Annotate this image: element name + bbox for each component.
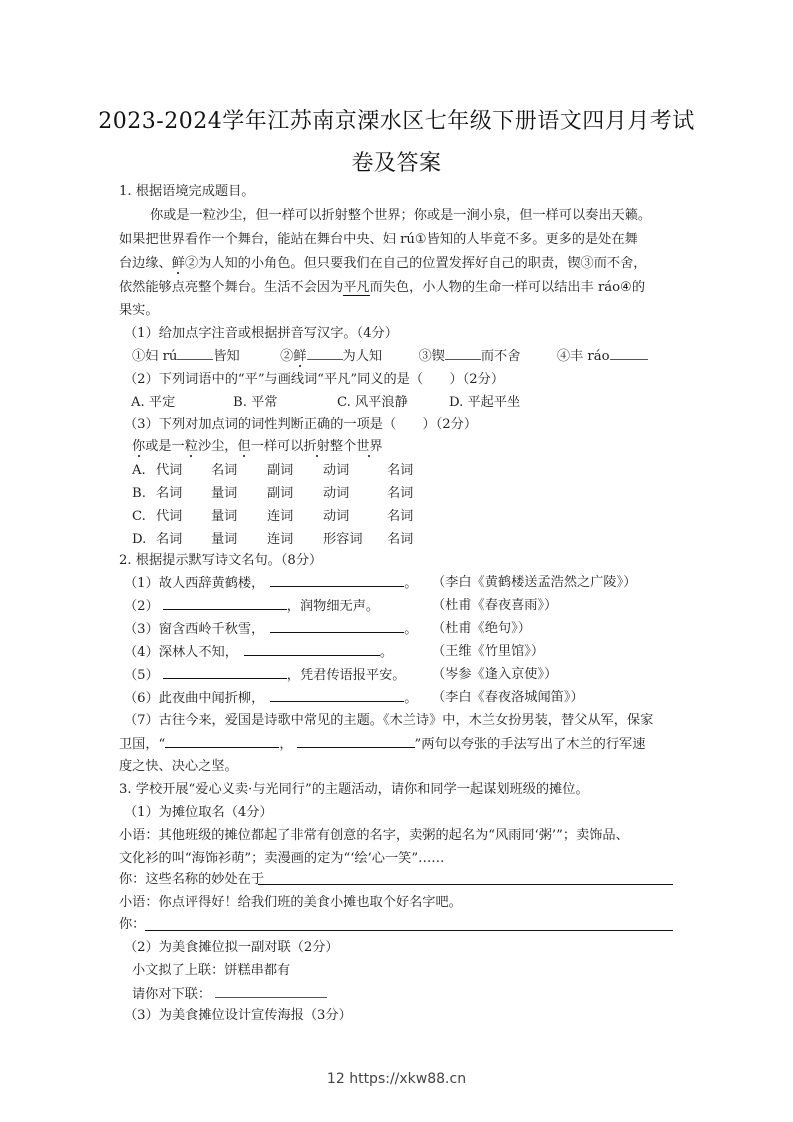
option-b[interactable]: B. 平常 bbox=[233, 395, 278, 410]
item-num: （4） bbox=[124, 645, 159, 660]
sub1-item-3 bbox=[419, 349, 521, 364]
q3-sub1-dialog-3: 你：这些名称的妙处在于 bbox=[119, 872, 265, 887]
q2-item-5-cite: （岑参《逢入京使》） bbox=[432, 667, 558, 682]
q2-item-4-cite: （王维《竹里馆》） bbox=[432, 644, 545, 659]
sentence-text: 整个 bbox=[329, 439, 357, 454]
sub1-item-2 bbox=[280, 349, 382, 364]
dotted-word: 折射 bbox=[303, 439, 330, 454]
dotted-char: 粒 bbox=[184, 439, 198, 454]
q1-sub1-prompt: （1）给加点字注音或根据拼音写汉字。（4分） bbox=[124, 326, 398, 341]
q1-passage-line5: 果实。 bbox=[119, 303, 159, 318]
item-num: （6） bbox=[124, 691, 159, 706]
answer-blank[interactable] bbox=[307, 345, 343, 360]
option-col: 名词 bbox=[387, 486, 414, 501]
dotted-word: 世界 bbox=[356, 439, 383, 454]
option-col: 量词 bbox=[211, 486, 238, 501]
answer-line[interactable] bbox=[145, 930, 673, 931]
item-text: 窗含西岭千秋雪， bbox=[158, 622, 265, 637]
q2-heading: 2. 根据提示默写诗文名句。（8分） bbox=[119, 553, 323, 568]
item-num: （3） bbox=[124, 622, 159, 637]
passage-text: 依然能够点亮整个舞台。生活不会因为 bbox=[119, 280, 344, 295]
item-end: 。 bbox=[404, 576, 418, 591]
dotted-char: 鲜 bbox=[293, 349, 307, 364]
q2-item-7-line1: （7）古往今来，爱国是诗歌中常见的主题。《木兰诗》中，木兰女扮男装，替父从军，保家 bbox=[124, 713, 654, 728]
option-label: B. bbox=[132, 486, 146, 501]
item-text: ”两句以夸张的手法写出了木兰的行军速 bbox=[414, 737, 646, 752]
option-col: 动词 bbox=[323, 463, 350, 478]
dotted-char: 鲜 bbox=[171, 256, 185, 271]
q3-sub1-dialog-4: 小语：你点评得好！给我们班的美食小摊也取个好名字吧。 bbox=[119, 895, 462, 910]
q1-sub1-items bbox=[132, 345, 648, 368]
option-col: 代词 bbox=[156, 509, 183, 524]
q1-heading: 1. 根据语境完成题目。 bbox=[119, 184, 255, 199]
document-title-line2: 卷及答案 bbox=[351, 151, 442, 176]
item-num: （1） bbox=[124, 576, 159, 591]
item-pre: ④丰 ráo bbox=[556, 349, 610, 364]
answer-blank[interactable] bbox=[165, 733, 279, 748]
answer-blank[interactable] bbox=[297, 733, 415, 748]
item-text: 深林人不知， bbox=[158, 645, 238, 660]
q2-item-4 bbox=[124, 641, 393, 664]
q1-passage-line1: 你或是一粒沙尘，但一样可以折射整个世界；你或是一涧小泉，但一样可以奏出天籁。 bbox=[150, 208, 652, 223]
option-col: 动词 bbox=[323, 486, 350, 501]
q1-sub2-prompt: （2）下列词语中的“平”与画线词“平凡”同义的是（ ）（2分） bbox=[124, 372, 505, 387]
q1-passage-line3 bbox=[119, 253, 647, 275]
option-col: 量词 bbox=[211, 532, 238, 547]
q1-passage-line4 bbox=[119, 277, 645, 299]
page-number: 12 bbox=[326, 1071, 345, 1087]
q2-item-1 bbox=[124, 572, 417, 595]
sentence-text: 沙尘， bbox=[197, 439, 238, 454]
dotted-char: 但 bbox=[237, 439, 251, 454]
q3-sub1-dialog-5: 你： bbox=[119, 917, 146, 932]
q3-sub2-upper: 小文拟了上联：饼糕串都有 bbox=[132, 963, 291, 978]
q3-heading: 3. 学校开展“爱心义卖·与光同行”的主题活动，请你和同学一起谋划班级的摊位。 bbox=[119, 782, 589, 797]
option-col: 代词 bbox=[156, 463, 183, 478]
q3-sub2-lower bbox=[132, 983, 327, 1006]
q2-item-7-line3: 度之快、决心之坚。 bbox=[119, 759, 238, 774]
option-col: 名词 bbox=[387, 532, 414, 547]
q2-item-3 bbox=[124, 618, 417, 641]
footer-url[interactable]: https://xkw88.cn bbox=[349, 1071, 467, 1087]
item-end: 。 bbox=[404, 691, 418, 706]
lower-label: 请你对下联： bbox=[132, 987, 212, 1002]
item-post: 而不舍 bbox=[480, 349, 521, 364]
answer-blank[interactable] bbox=[177, 345, 213, 360]
option-col: 连词 bbox=[267, 509, 294, 524]
q3-sub2-prompt: （2）为美食摊位拟一副对联（2分） bbox=[124, 940, 339, 955]
answer-blank[interactable] bbox=[610, 345, 648, 360]
sentence-text: 或是一 bbox=[145, 439, 185, 454]
q3-sub1-dialog-1: 小语：其他班级的摊位都起了非常有创意的名字，卖粥的起名为“风雨同‘粥’”；卖饰品、 bbox=[119, 828, 629, 843]
q3-sub1-dialog-2: 文化衫的叫“海饰衫萌”；卖漫画的定为“‘绘’心一笑”…… bbox=[119, 851, 445, 866]
q1-sub3-prompt: （3）下列对加点词的词性判断正确的一项是（ ）（2分） bbox=[124, 417, 478, 432]
item-post: 为人知 bbox=[342, 349, 383, 364]
document-title-line1: 2023-2024学年江苏南京溧水区七年级下册语文四月月考试 bbox=[98, 109, 695, 134]
option-col: 量词 bbox=[211, 509, 238, 524]
item-post: 皆知 bbox=[213, 349, 240, 364]
sub1-item-4 bbox=[557, 349, 648, 364]
option-col: 名词 bbox=[211, 463, 238, 478]
sentence-text: 一样可以 bbox=[250, 439, 304, 454]
answer-blank[interactable] bbox=[163, 664, 287, 679]
item-pre: ② bbox=[280, 349, 294, 364]
option-label: C. bbox=[132, 509, 146, 524]
item-pre: ③锲 bbox=[418, 349, 445, 364]
option-d[interactable]: D. 平起平坐 bbox=[449, 395, 521, 410]
option-col: 名词 bbox=[156, 532, 183, 547]
item-text: 此夜曲中闻折柳， bbox=[158, 691, 265, 706]
item-text: ，润物细无声。 bbox=[286, 599, 380, 614]
option-col: 动词 bbox=[323, 509, 350, 524]
item-text: 卫国，“ bbox=[119, 737, 166, 752]
q3-sub1-prompt: （1）为摊位取名（4分） bbox=[124, 805, 273, 820]
option-col: 副词 bbox=[267, 486, 294, 501]
dotted-char: 你 bbox=[132, 439, 146, 454]
q2-item-2-cite: （杜甫《春夜喜雨》） bbox=[432, 598, 558, 613]
page-footer bbox=[0, 1071, 793, 1087]
sub1-item-1 bbox=[132, 349, 240, 364]
q1-sub3-sentence bbox=[132, 436, 383, 458]
option-a[interactable]: A. 平定 bbox=[131, 395, 176, 410]
q3-sub3-prompt: （3）为美食摊位设计宣传海报（3分） bbox=[124, 1008, 352, 1023]
q2-item-7-line2 bbox=[119, 733, 645, 756]
option-col: 形容词 bbox=[323, 532, 363, 547]
answer-blank[interactable] bbox=[270, 572, 404, 587]
item-text: 故人西辞黄鹤楼， bbox=[158, 576, 265, 591]
option-label: D. bbox=[132, 532, 147, 547]
passage-text: 而失色，小人物的生命一样可以结出丰 ráo④的 bbox=[369, 280, 646, 295]
option-col: 名词 bbox=[387, 463, 414, 478]
answer-blank[interactable] bbox=[215, 983, 327, 998]
item-text: ，凭君传语报平安。 bbox=[286, 668, 406, 683]
q2-item-5 bbox=[124, 664, 405, 687]
item-pre: ①妇 rú bbox=[132, 349, 178, 364]
option-col: 连词 bbox=[267, 532, 294, 547]
q2-item-3-cite: （杜甫《绝句》） bbox=[432, 621, 531, 636]
q2-item-2 bbox=[124, 595, 379, 618]
q2-item-6 bbox=[124, 687, 417, 710]
item-num: （5） bbox=[124, 668, 159, 683]
option-c[interactable]: C. 风平浪静 bbox=[337, 395, 408, 410]
underlined-word: 平凡 bbox=[343, 280, 370, 295]
item-text: ， bbox=[279, 737, 293, 752]
option-label: A. bbox=[132, 463, 146, 478]
answer-line[interactable] bbox=[258, 884, 673, 885]
answer-blank[interactable] bbox=[163, 595, 287, 610]
option-col: 名词 bbox=[387, 509, 414, 524]
passage-text: 台边缘、 bbox=[119, 256, 172, 271]
option-col: 副词 bbox=[267, 463, 294, 478]
item-end: 。 bbox=[404, 622, 418, 637]
answer-blank[interactable] bbox=[445, 345, 481, 360]
answer-blank[interactable] bbox=[244, 641, 380, 656]
option-col: 名词 bbox=[156, 486, 183, 501]
item-num: （2） bbox=[124, 599, 159, 614]
q2-item-1-cite: （李白《黄鹤楼送孟浩然之广陵》） bbox=[432, 575, 637, 590]
item-end: 。 bbox=[379, 645, 394, 660]
q1-passage-line2: 如果把世界看作一个舞台，能站在舞台中央、妇 rú①皆知的人毕竟不多。更多的是处在舞 bbox=[119, 232, 638, 247]
answer-blank[interactable] bbox=[270, 618, 404, 633]
answer-blank[interactable] bbox=[270, 687, 404, 702]
passage-text: ②为人知的小角色。但只要我们在自己的位置发挥好自己的职责，锲③而不舍， bbox=[184, 256, 647, 271]
q2-item-6-cite: （李白《春夜洛城闻笛》） bbox=[432, 690, 584, 705]
